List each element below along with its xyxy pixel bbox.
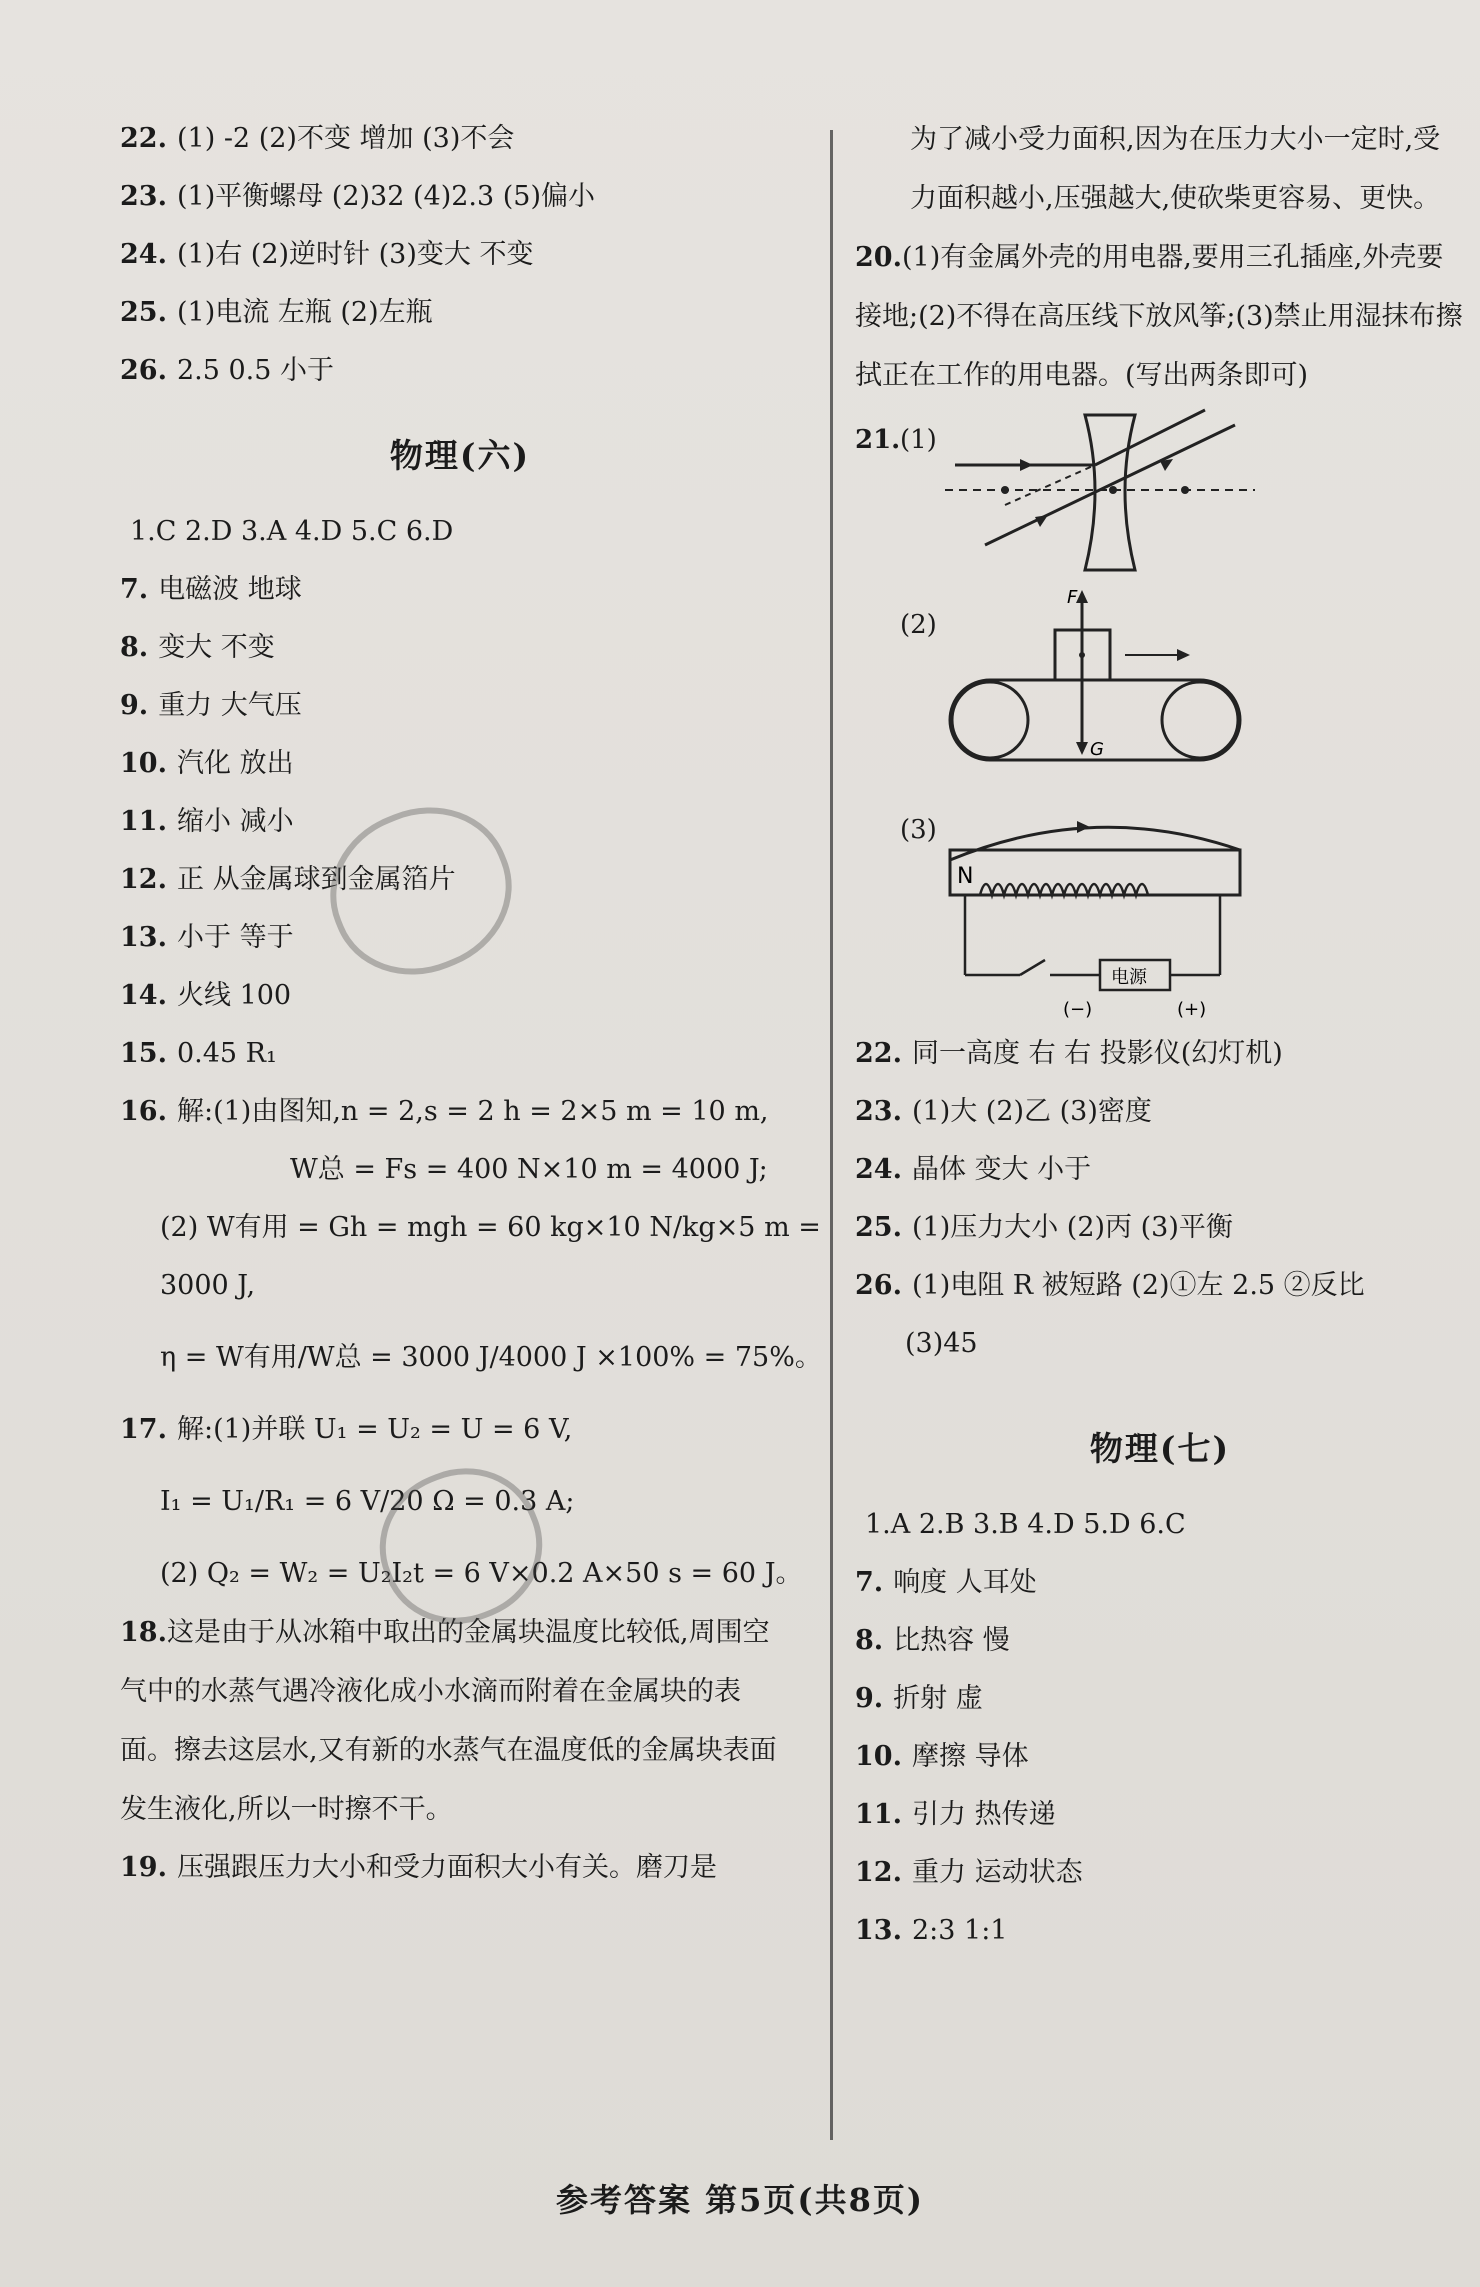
minus-label: (−) <box>1063 999 1093 1020</box>
answer-line: 7. 电磁波 地球 <box>120 574 302 605</box>
section-title: 物理(七) <box>1089 1429 1231 1468</box>
answer-line: 7. 响度 人耳处 <box>855 1567 1037 1598</box>
figure-part-label: (3) <box>900 815 937 845</box>
conveyor-force-diagram <box>945 585 1265 785</box>
answer-line: 25. (1)电流 左瓶 (2)左瓶 <box>120 297 433 328</box>
answer-line: (3)45 <box>905 1328 978 1359</box>
solution-line: 16. 解:(1)由图知,n = 2,s = 2 h = 2×5 m = 10 m, <box>120 1096 769 1127</box>
solution-line: W总 = Fs = 400 N×10 m = 4000 J; <box>290 1154 768 1185</box>
answer-line: 12. 重力 运动状态 <box>855 1857 1083 1888</box>
answer-line: 22. 同一高度 右 右 投影仪(幻灯机) <box>855 1038 1283 1069</box>
question-19-continued: 为了减小受力面积,因为在压力大小一定时,受力面积越小,压强越大,使砍柴更容易、更快。 <box>910 124 1441 214</box>
solution-line: 17. 解:(1)并联 U₁ = U₂ = U = 6 V, <box>120 1414 573 1445</box>
right-column <box>855 110 1465 1960</box>
force-g-label: G <box>1090 739 1104 760</box>
answer-line: 12. 正 从金属球到金属箔片 <box>120 864 456 895</box>
answer-line: 8. 变大 不变 <box>120 632 275 663</box>
answer-line: 1.C 2.D 3.A 4.D 5.C 6.D <box>130 516 454 547</box>
answer-line: 9. 重力 大气压 <box>120 690 302 721</box>
pole-n-label: N <box>957 864 974 889</box>
question-number: 21. <box>855 425 901 455</box>
column-divider <box>830 130 833 2140</box>
answer-line: 24. 晶体 变大 小于 <box>855 1154 1092 1185</box>
figure-part-label: (2) <box>900 610 937 640</box>
answer-line: 8. 比热容 慢 <box>855 1625 1010 1656</box>
question-18: 18.这是由于从冰箱中取出的金属块温度比较低,周围空气中的水蒸气遇冷液化成小水滴而附着在金属块的表面。擦去这层水,又有新的水蒸气在温度低的金属块表面发生液化,所以一时擦不干。 <box>120 1617 777 1825</box>
answer-line: 14. 火线 100 <box>120 980 292 1011</box>
power-source-label: 电源 <box>1111 967 1147 988</box>
answer-line: 15. 0.45 R₁ <box>120 1038 277 1069</box>
solution-line: (2) Q₂ = W₂ = U₂I₂t = 6 V×0.2 A×50 s = 60 J。 <box>160 1558 803 1589</box>
answer-line: 11. 引力 热传递 <box>855 1799 1056 1830</box>
page-footer: 参考答案 第5页(共8页) <box>556 2181 924 2219</box>
answer-line: 26. (1)电阻 R 被短路 (2)①左 2.5 ②反比 <box>855 1270 1365 1301</box>
section-title: 物理(六) <box>389 436 531 475</box>
answer-line: 23. (1)大 (2)乙 (3)密度 <box>855 1096 1152 1127</box>
answer-line: 26. 2.5 0.5 小于 <box>120 355 335 386</box>
answer-line: 10. 摩擦 导体 <box>855 1741 1029 1772</box>
answer-line: 22. (1) -2 (2)不变 增加 (3)不会 <box>120 123 515 154</box>
answer-line: 10. 汽化 放出 <box>120 748 294 779</box>
answer-line: 13. 小于 等于 <box>120 922 294 953</box>
question-21 <box>855 405 1465 1025</box>
answer-line: 9. 折射 虚 <box>855 1683 983 1714</box>
plus-label: (+) <box>1177 999 1207 1020</box>
solution-line: 3000 J, <box>160 1270 256 1301</box>
solution-line: (2) W有用 = Gh = mgh = 60 kg×10 N/kg×5 m = <box>160 1212 821 1243</box>
force-f-label: F <box>1067 587 1078 608</box>
question-19: 19. 压强跟压力大小和受力面积大小有关。磨刀是 <box>120 1852 717 1883</box>
figure-part-label: (1) <box>900 425 937 455</box>
concave-lens-diagram <box>945 405 1265 585</box>
solution-line: I₁ = U₁/R₁ = 6 V/20 Ω = 0.3 A; <box>160 1486 575 1517</box>
answer-line: 1.A 2.B 3.B 4.D 5.D 6.C <box>865 1509 1186 1540</box>
answer-line: 24. (1)右 (2)逆时针 (3)变大 不变 <box>120 239 534 270</box>
left-column <box>120 110 822 1897</box>
question-16 <box>120 1083 822 1401</box>
answer-line: 13. 2:3 1:1 <box>855 1915 1008 1946</box>
answer-line: 11. 缩小 减小 <box>120 806 294 837</box>
answer-line: 23. (1)平衡螺母 (2)32 (4)2.3 (5)偏小 <box>120 181 596 212</box>
question-20: 20.(1)有金属外壳的用电器,要用三孔插座,外壳要接地;(2)不得在高压线下放风筝;(3)禁止用湿抹布擦拭正在工作的用电器。(写出两条即可) <box>855 242 1463 391</box>
answer-line: 25. (1)压力大小 (2)丙 (3)平衡 <box>855 1212 1233 1243</box>
solution-line: η = W有用/W总 = 3000 J/4000 J ×100% = 75%。 <box>160 1342 822 1373</box>
solenoid-circuit-diagram <box>945 805 1265 1025</box>
